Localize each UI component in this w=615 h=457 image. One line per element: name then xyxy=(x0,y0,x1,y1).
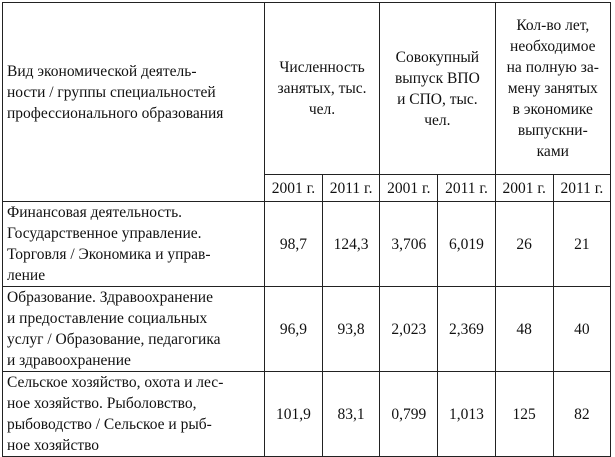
value-cell: 2,369 xyxy=(438,287,495,372)
year-header: 2011 г. xyxy=(323,175,380,202)
value-cell: 1,013 xyxy=(438,372,495,457)
row-label: Сельское хозяйство, охота и лес- ное хозяйство. Рыболовство, рыбоводство / Сельское и рыб- ное хозяйство xyxy=(3,372,265,457)
table-row xyxy=(3,372,611,457)
year-header: 2011 г. xyxy=(438,175,495,202)
table-row xyxy=(3,202,611,287)
value-cell: 93,8 xyxy=(323,287,380,372)
header-employment: Численность занятых, тыс. чел. xyxy=(264,3,379,175)
value-cell: 98,7 xyxy=(264,202,322,287)
year-header: 2001 г. xyxy=(495,175,553,202)
value-cell: 26 xyxy=(495,202,553,287)
row-label: Финансовая деятельность. Государственное управление. Торговля / Экономика и управ- ление xyxy=(3,202,265,287)
header-graduates: Совокупный выпуск ВПО и СПО, тыс. чел. xyxy=(380,3,495,175)
row-label: Образование. Здравоохранение и предоставление социальных услуг / Образование, педагогика и здравоохранение xyxy=(3,287,265,372)
value-cell: 0,799 xyxy=(380,372,438,457)
year-header: 2001 г. xyxy=(264,175,322,202)
value-cell: 40 xyxy=(553,287,610,372)
value-cell: 2,023 xyxy=(380,287,438,372)
value-cell: 101,9 xyxy=(264,372,322,457)
header-years-needed: Кол-во лет, необходимое на полную за- мену занятых в экономике выпускни- ками xyxy=(495,3,610,175)
value-cell: 6,019 xyxy=(438,202,495,287)
value-cell: 96,9 xyxy=(264,287,322,372)
value-cell: 125 xyxy=(495,372,553,457)
data-table xyxy=(2,2,611,457)
value-cell: 82 xyxy=(553,372,610,457)
year-header: 2001 г. xyxy=(380,175,438,202)
value-cell: 21 xyxy=(553,202,610,287)
value-cell: 3,706 xyxy=(380,202,438,287)
value-cell: 83,1 xyxy=(323,372,380,457)
year-header: 2011 г. xyxy=(553,175,610,202)
value-cell: 48 xyxy=(495,287,553,372)
header-row xyxy=(3,3,611,175)
table-row xyxy=(3,287,611,372)
value-cell: 124,3 xyxy=(323,202,380,287)
header-activity: Вид экономической деятель- ности / группы специальностей профессионального образования xyxy=(3,3,265,202)
